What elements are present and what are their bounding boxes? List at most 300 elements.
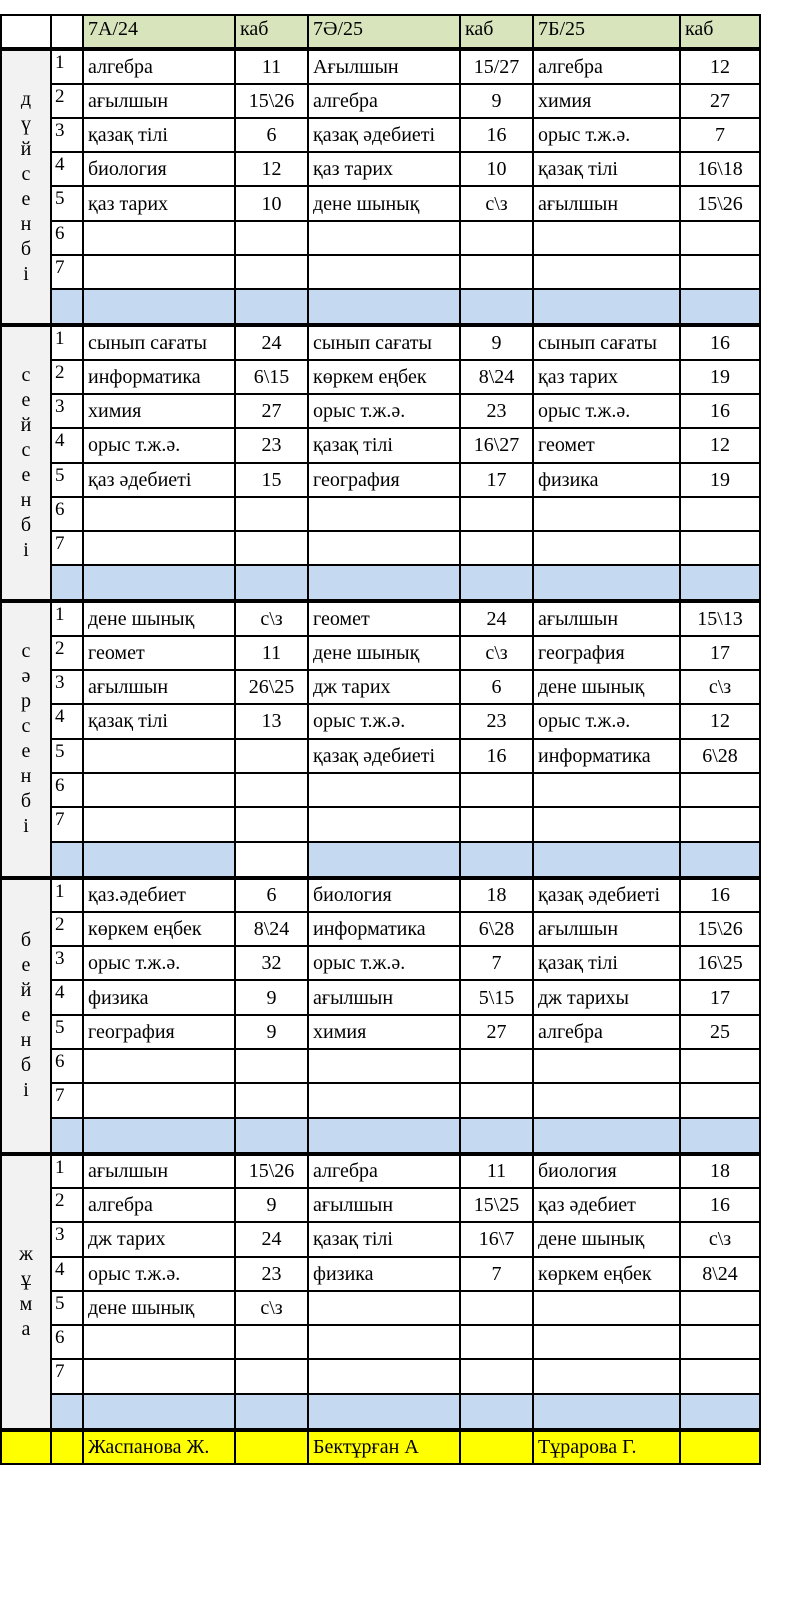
subject-cell — [83, 531, 235, 565]
day-name-letter: с — [21, 163, 31, 186]
room-cell — [680, 1359, 760, 1393]
room-cell: 24 — [235, 325, 308, 359]
subject-cell: орыс т.ж.ә. — [83, 946, 235, 980]
separator-cell — [51, 565, 83, 601]
room-cell — [460, 1049, 533, 1083]
lesson-number: 5 — [51, 739, 83, 773]
subject-cell — [308, 807, 460, 841]
subject-cell: қаз тарих — [533, 360, 680, 394]
room-cell: 23 — [460, 704, 533, 738]
room-cell: 17 — [460, 463, 533, 497]
separator-cell — [83, 842, 235, 878]
room-cell — [460, 1291, 533, 1325]
room-cell: 8\24 — [680, 1257, 760, 1291]
room-cell: 6\15 — [235, 360, 308, 394]
day-name-cell — [1, 1154, 51, 1430]
room-cell: 17 — [680, 980, 760, 1014]
room-cell: 9 — [235, 1015, 308, 1049]
room-cell — [235, 1325, 308, 1359]
room-cell — [235, 497, 308, 531]
room-cell — [680, 1291, 760, 1325]
room-cell: 13 — [235, 704, 308, 738]
subject-cell: биология — [533, 1154, 680, 1188]
room-cell — [235, 531, 308, 565]
room-cell — [460, 221, 533, 255]
room-cell: 10 — [460, 152, 533, 186]
day-name-letter: е — [21, 188, 31, 211]
subject-cell: ағылшын — [533, 601, 680, 635]
lesson-number: 5 — [51, 1015, 83, 1049]
lesson-number: 1 — [51, 1154, 83, 1188]
lesson-number: 3 — [51, 1222, 83, 1256]
subject-cell — [308, 255, 460, 289]
subject-cell: ағылшын — [308, 1188, 460, 1222]
subject-cell — [308, 221, 460, 255]
day-name-vertical — [2, 363, 50, 563]
room-cell: 16 — [680, 878, 760, 912]
subject-cell — [533, 807, 680, 841]
subject-cell: география — [83, 1015, 235, 1049]
subject-cell: қазақ тілі — [308, 1222, 460, 1256]
room-cell — [235, 1049, 308, 1083]
room-cell: 15\25 — [460, 1188, 533, 1222]
lesson-row — [1, 704, 760, 738]
subject-cell: қазақ тілі — [533, 946, 680, 980]
subject-cell: физика — [533, 463, 680, 497]
day-name-letter: н — [20, 489, 32, 512]
lesson-row — [1, 878, 760, 912]
subject-cell: орыс т.ж.ә. — [308, 946, 460, 980]
subject-cell: сынып сағаты — [83, 325, 235, 359]
subject-cell: дене шынық — [533, 670, 680, 704]
separator-cell — [235, 289, 308, 325]
lesson-row — [1, 1325, 760, 1359]
timetable-table — [0, 14, 761, 1465]
room-cell: 15\26 — [235, 1154, 308, 1188]
room-cell: 17 — [680, 636, 760, 670]
room-cell: 7 — [460, 1257, 533, 1291]
subject-cell — [533, 773, 680, 807]
day-separator-row — [1, 289, 760, 325]
subject-cell — [308, 1325, 460, 1359]
lesson-row — [1, 1222, 760, 1256]
lesson-number: 4 — [51, 1257, 83, 1291]
room-cell: 12 — [235, 152, 308, 186]
lesson-row — [1, 980, 760, 1014]
room-cell: с\з — [460, 636, 533, 670]
room-cell — [680, 1325, 760, 1359]
subject-cell: көркем еңбек — [83, 912, 235, 946]
room-cell: 23 — [235, 428, 308, 462]
day-name-letter: ж — [19, 1242, 33, 1265]
subject-cell — [83, 807, 235, 841]
lesson-row — [1, 1257, 760, 1291]
lesson-row — [1, 946, 760, 980]
subject-cell: ағылшын — [308, 980, 460, 1014]
lesson-row — [1, 601, 760, 635]
subject-cell: қаз әдебиет — [533, 1188, 680, 1222]
lesson-number: 5 — [51, 1291, 83, 1325]
room-cell — [680, 1083, 760, 1117]
lesson-number: 2 — [51, 636, 83, 670]
separator-cell — [83, 565, 235, 601]
subject-cell: Ағылшын — [308, 49, 460, 83]
room-cell: 18 — [460, 878, 533, 912]
day-name-letter: а — [21, 1317, 31, 1340]
day-name-letter: б — [20, 929, 32, 952]
room-cell: 5\15 — [460, 980, 533, 1014]
day-name-letter: д — [20, 88, 32, 111]
subject-cell: дж тарих — [308, 670, 460, 704]
lesson-row — [1, 186, 760, 220]
subject-cell: қазақ тілі — [83, 704, 235, 738]
room-cell — [460, 1083, 533, 1117]
subject-cell: биология — [308, 878, 460, 912]
room-cell: с\з — [235, 601, 308, 635]
subject-cell: ағылшын — [533, 912, 680, 946]
room-cell: 16\27 — [460, 428, 533, 462]
room-cell: 15\13 — [680, 601, 760, 635]
subject-cell: ағылшын — [83, 670, 235, 704]
room-cell — [680, 807, 760, 841]
room-cell: 27 — [235, 394, 308, 428]
room-cell: 6\28 — [680, 739, 760, 773]
footer-cell — [460, 1430, 533, 1464]
subject-cell: дене шынық — [83, 601, 235, 635]
day-separator-row — [1, 1118, 760, 1154]
separator-cell — [533, 1118, 680, 1154]
subject-cell: геомет — [308, 601, 460, 635]
separator-cell — [460, 565, 533, 601]
day-name-letter: ү — [21, 113, 31, 136]
day-name-letter: ұ — [21, 1267, 31, 1290]
separator-cell — [308, 842, 460, 878]
subject-cell — [83, 1325, 235, 1359]
room-cell — [460, 1325, 533, 1359]
day-name-letter: с — [21, 439, 31, 462]
room-cell: 16 — [680, 325, 760, 359]
subject-cell: орыс т.ж.ә. — [533, 704, 680, 738]
subject-cell: информатика — [533, 739, 680, 773]
room-cell: 15\26 — [680, 186, 760, 220]
day-name-letter: м — [19, 1292, 33, 1315]
subject-cell: информатика — [83, 360, 235, 394]
subject-cell: геомет — [533, 428, 680, 462]
day-name-letter: й — [20, 414, 32, 437]
subject-cell — [308, 773, 460, 807]
day-name-vertical — [2, 639, 50, 839]
footer-cell — [1, 1430, 51, 1464]
room-cell: 15 — [235, 463, 308, 497]
room-header: каб — [680, 15, 760, 49]
separator-cell — [533, 842, 680, 878]
room-cell: 6 — [235, 878, 308, 912]
timetable-body — [1, 15, 760, 1464]
separator-cell — [680, 1394, 760, 1430]
room-cell — [235, 221, 308, 255]
subject-cell — [83, 497, 235, 531]
subject-cell: алгебра — [83, 49, 235, 83]
lesson-number: 6 — [51, 773, 83, 807]
day-name-letter: і — [23, 539, 29, 562]
subject-cell: көркем еңбек — [308, 360, 460, 394]
day-name-letter: й — [20, 979, 32, 1002]
day-name-letter: с — [21, 364, 31, 387]
separator-cell — [680, 842, 760, 878]
subject-cell — [308, 1359, 460, 1393]
subject-cell: дене шынық — [308, 636, 460, 670]
room-cell: 16\7 — [460, 1222, 533, 1256]
lesson-number: 2 — [51, 1188, 83, 1222]
day-separator-row — [1, 842, 760, 878]
separator-cell — [460, 1118, 533, 1154]
subject-cell: ағылшын — [83, 1154, 235, 1188]
subject-cell — [83, 773, 235, 807]
subject-cell — [533, 1325, 680, 1359]
room-cell: 16 — [680, 1188, 760, 1222]
day-name-letter: р — [21, 690, 31, 713]
day-name-cell — [1, 49, 51, 325]
day-name-letter: е — [21, 464, 31, 487]
lesson-number: 6 — [51, 1325, 83, 1359]
lesson-row — [1, 670, 760, 704]
lesson-row — [1, 394, 760, 428]
separator-cell — [51, 289, 83, 325]
lesson-number: 5 — [51, 463, 83, 497]
subject-cell: қаз әдебиеті — [83, 463, 235, 497]
room-cell: с\з — [235, 1291, 308, 1325]
room-cell: 16 — [460, 739, 533, 773]
day-name-letter: н — [20, 213, 32, 236]
room-cell: 6 — [235, 118, 308, 152]
subject-cell: дене шынық — [83, 1291, 235, 1325]
room-cell — [235, 773, 308, 807]
subject-cell: химия — [308, 1015, 460, 1049]
subject-cell: сынып сағаты — [308, 325, 460, 359]
class-name-header: 7А/24 — [83, 15, 235, 49]
lesson-number: 1 — [51, 325, 83, 359]
room-header: каб — [460, 15, 533, 49]
lesson-row — [1, 463, 760, 497]
room-cell — [460, 1359, 533, 1393]
lesson-number: 4 — [51, 704, 83, 738]
day-name-vertical — [2, 1242, 50, 1342]
room-cell: с\з — [460, 186, 533, 220]
subject-cell: қазақ әдебиеті — [308, 118, 460, 152]
room-cell: 9 — [460, 84, 533, 118]
day-name-letter: н — [20, 1029, 32, 1052]
separator-cell — [680, 289, 760, 325]
corner-cell — [51, 15, 83, 49]
subject-cell — [83, 739, 235, 773]
lesson-number: 3 — [51, 394, 83, 428]
subject-cell: қазақ әдебиеті — [533, 878, 680, 912]
separator-cell — [235, 565, 308, 601]
room-cell: 12 — [680, 428, 760, 462]
subject-cell — [83, 221, 235, 255]
room-cell: 9 — [235, 980, 308, 1014]
room-cell — [680, 221, 760, 255]
day-name-letter: й — [20, 138, 32, 161]
day-name-cell — [1, 601, 51, 877]
subject-cell: биология — [83, 152, 235, 186]
separator-cell — [235, 1394, 308, 1430]
room-cell: 8\24 — [460, 360, 533, 394]
separator-cell — [308, 1394, 460, 1430]
day-name-letter: б — [20, 1054, 32, 1077]
room-cell — [680, 255, 760, 289]
subject-cell: алгебра — [533, 49, 680, 83]
day-name-letter: е — [21, 1004, 31, 1027]
subject-cell: қазақ әдебиеті — [308, 739, 460, 773]
room-cell: 15\26 — [235, 84, 308, 118]
room-cell: 7 — [680, 118, 760, 152]
subject-cell — [533, 221, 680, 255]
subject-cell: дж тарих — [83, 1222, 235, 1256]
subject-cell: география — [533, 636, 680, 670]
lesson-number: 3 — [51, 118, 83, 152]
lesson-number: 1 — [51, 878, 83, 912]
day-name-letter: ә — [21, 665, 31, 688]
room-cell: 26\25 — [235, 670, 308, 704]
room-cell — [680, 497, 760, 531]
lesson-row — [1, 1049, 760, 1083]
room-cell — [460, 497, 533, 531]
room-cell: 16 — [460, 118, 533, 152]
lesson-number: 6 — [51, 1049, 83, 1083]
subject-cell: орыс т.ж.ә. — [83, 428, 235, 462]
subject-cell — [308, 531, 460, 565]
separator-cell — [235, 842, 308, 878]
lesson-row — [1, 360, 760, 394]
subject-cell: қазақ тілі — [83, 118, 235, 152]
lesson-row — [1, 773, 760, 807]
room-cell: 11 — [235, 636, 308, 670]
lesson-row — [1, 531, 760, 565]
subject-cell — [533, 497, 680, 531]
room-cell: 24 — [235, 1222, 308, 1256]
subject-cell: көркем еңбек — [533, 1257, 680, 1291]
day-name-letter: і — [23, 1079, 29, 1102]
room-cell: 16\18 — [680, 152, 760, 186]
room-cell: 9 — [235, 1188, 308, 1222]
lesson-number: 5 — [51, 186, 83, 220]
subject-cell: физика — [83, 980, 235, 1014]
room-cell: 16 — [680, 394, 760, 428]
day-name-vertical — [2, 928, 50, 1103]
class-name-header: 7Ә/25 — [308, 15, 460, 49]
lesson-number: 6 — [51, 221, 83, 255]
day-name-letter: б — [20, 238, 32, 261]
teacher-name: Тұрарова Г. — [533, 1430, 680, 1464]
lesson-number: 3 — [51, 670, 83, 704]
lesson-row — [1, 49, 760, 83]
separator-cell — [680, 1118, 760, 1154]
room-cell: с\з — [680, 670, 760, 704]
separator-cell — [533, 565, 680, 601]
lesson-number: 6 — [51, 497, 83, 531]
day-name-letter: б — [20, 514, 32, 537]
subject-cell: география — [308, 463, 460, 497]
room-cell: с\з — [680, 1222, 760, 1256]
room-cell — [235, 1359, 308, 1393]
subject-cell: қаз тарих — [308, 152, 460, 186]
day-name-letter: е — [21, 740, 31, 763]
room-cell: 16\25 — [680, 946, 760, 980]
subject-cell: сынып сағаты — [533, 325, 680, 359]
room-cell: 15\26 — [680, 912, 760, 946]
lesson-row — [1, 739, 760, 773]
lesson-row — [1, 1083, 760, 1117]
lesson-row — [1, 428, 760, 462]
subject-cell — [83, 1083, 235, 1117]
lesson-row — [1, 497, 760, 531]
subject-cell: орыс т.ж.ә. — [533, 118, 680, 152]
room-cell: 27 — [680, 84, 760, 118]
room-cell — [680, 773, 760, 807]
subject-cell — [533, 1291, 680, 1325]
room-cell — [460, 255, 533, 289]
lesson-number: 1 — [51, 601, 83, 635]
separator-cell — [533, 1394, 680, 1430]
lesson-row — [1, 84, 760, 118]
subject-cell: қазақ тілі — [533, 152, 680, 186]
subject-cell — [533, 531, 680, 565]
room-cell: 25 — [680, 1015, 760, 1049]
lesson-row — [1, 636, 760, 670]
room-cell: 23 — [460, 394, 533, 428]
subject-cell: алгебра — [308, 1154, 460, 1188]
lesson-row — [1, 912, 760, 946]
teacher-name: Жаспанова Ж. — [83, 1430, 235, 1464]
separator-cell — [83, 1118, 235, 1154]
subject-cell: ағылшын — [533, 186, 680, 220]
footer-cell — [235, 1430, 308, 1464]
separator-cell — [235, 1118, 308, 1154]
room-cell — [460, 773, 533, 807]
lesson-row — [1, 1291, 760, 1325]
room-cell: 12 — [680, 49, 760, 83]
subject-cell: алгебра — [533, 1015, 680, 1049]
lesson-number: 7 — [51, 1359, 83, 1393]
subject-cell — [533, 1359, 680, 1393]
lesson-row — [1, 255, 760, 289]
room-cell: 27 — [460, 1015, 533, 1049]
day-name-letter: б — [20, 790, 32, 813]
room-cell — [460, 531, 533, 565]
lesson-row — [1, 118, 760, 152]
lesson-row — [1, 1015, 760, 1049]
lesson-number: 1 — [51, 49, 83, 83]
day-name-vertical — [2, 87, 50, 287]
separator-cell — [308, 1118, 460, 1154]
subject-cell: орыс т.ж.ә. — [308, 394, 460, 428]
corner-cell — [1, 15, 51, 49]
subject-cell: орыс т.ж.ә. — [83, 1257, 235, 1291]
separator-cell — [460, 289, 533, 325]
room-cell — [680, 531, 760, 565]
lesson-row — [1, 325, 760, 359]
lesson-number: 2 — [51, 360, 83, 394]
separator-cell — [51, 842, 83, 878]
lesson-row — [1, 221, 760, 255]
room-cell: 11 — [460, 1154, 533, 1188]
room-cell: 7 — [460, 946, 533, 980]
subject-cell: қаз тарих — [83, 186, 235, 220]
lesson-number: 7 — [51, 807, 83, 841]
separator-cell — [308, 289, 460, 325]
subject-cell — [83, 255, 235, 289]
